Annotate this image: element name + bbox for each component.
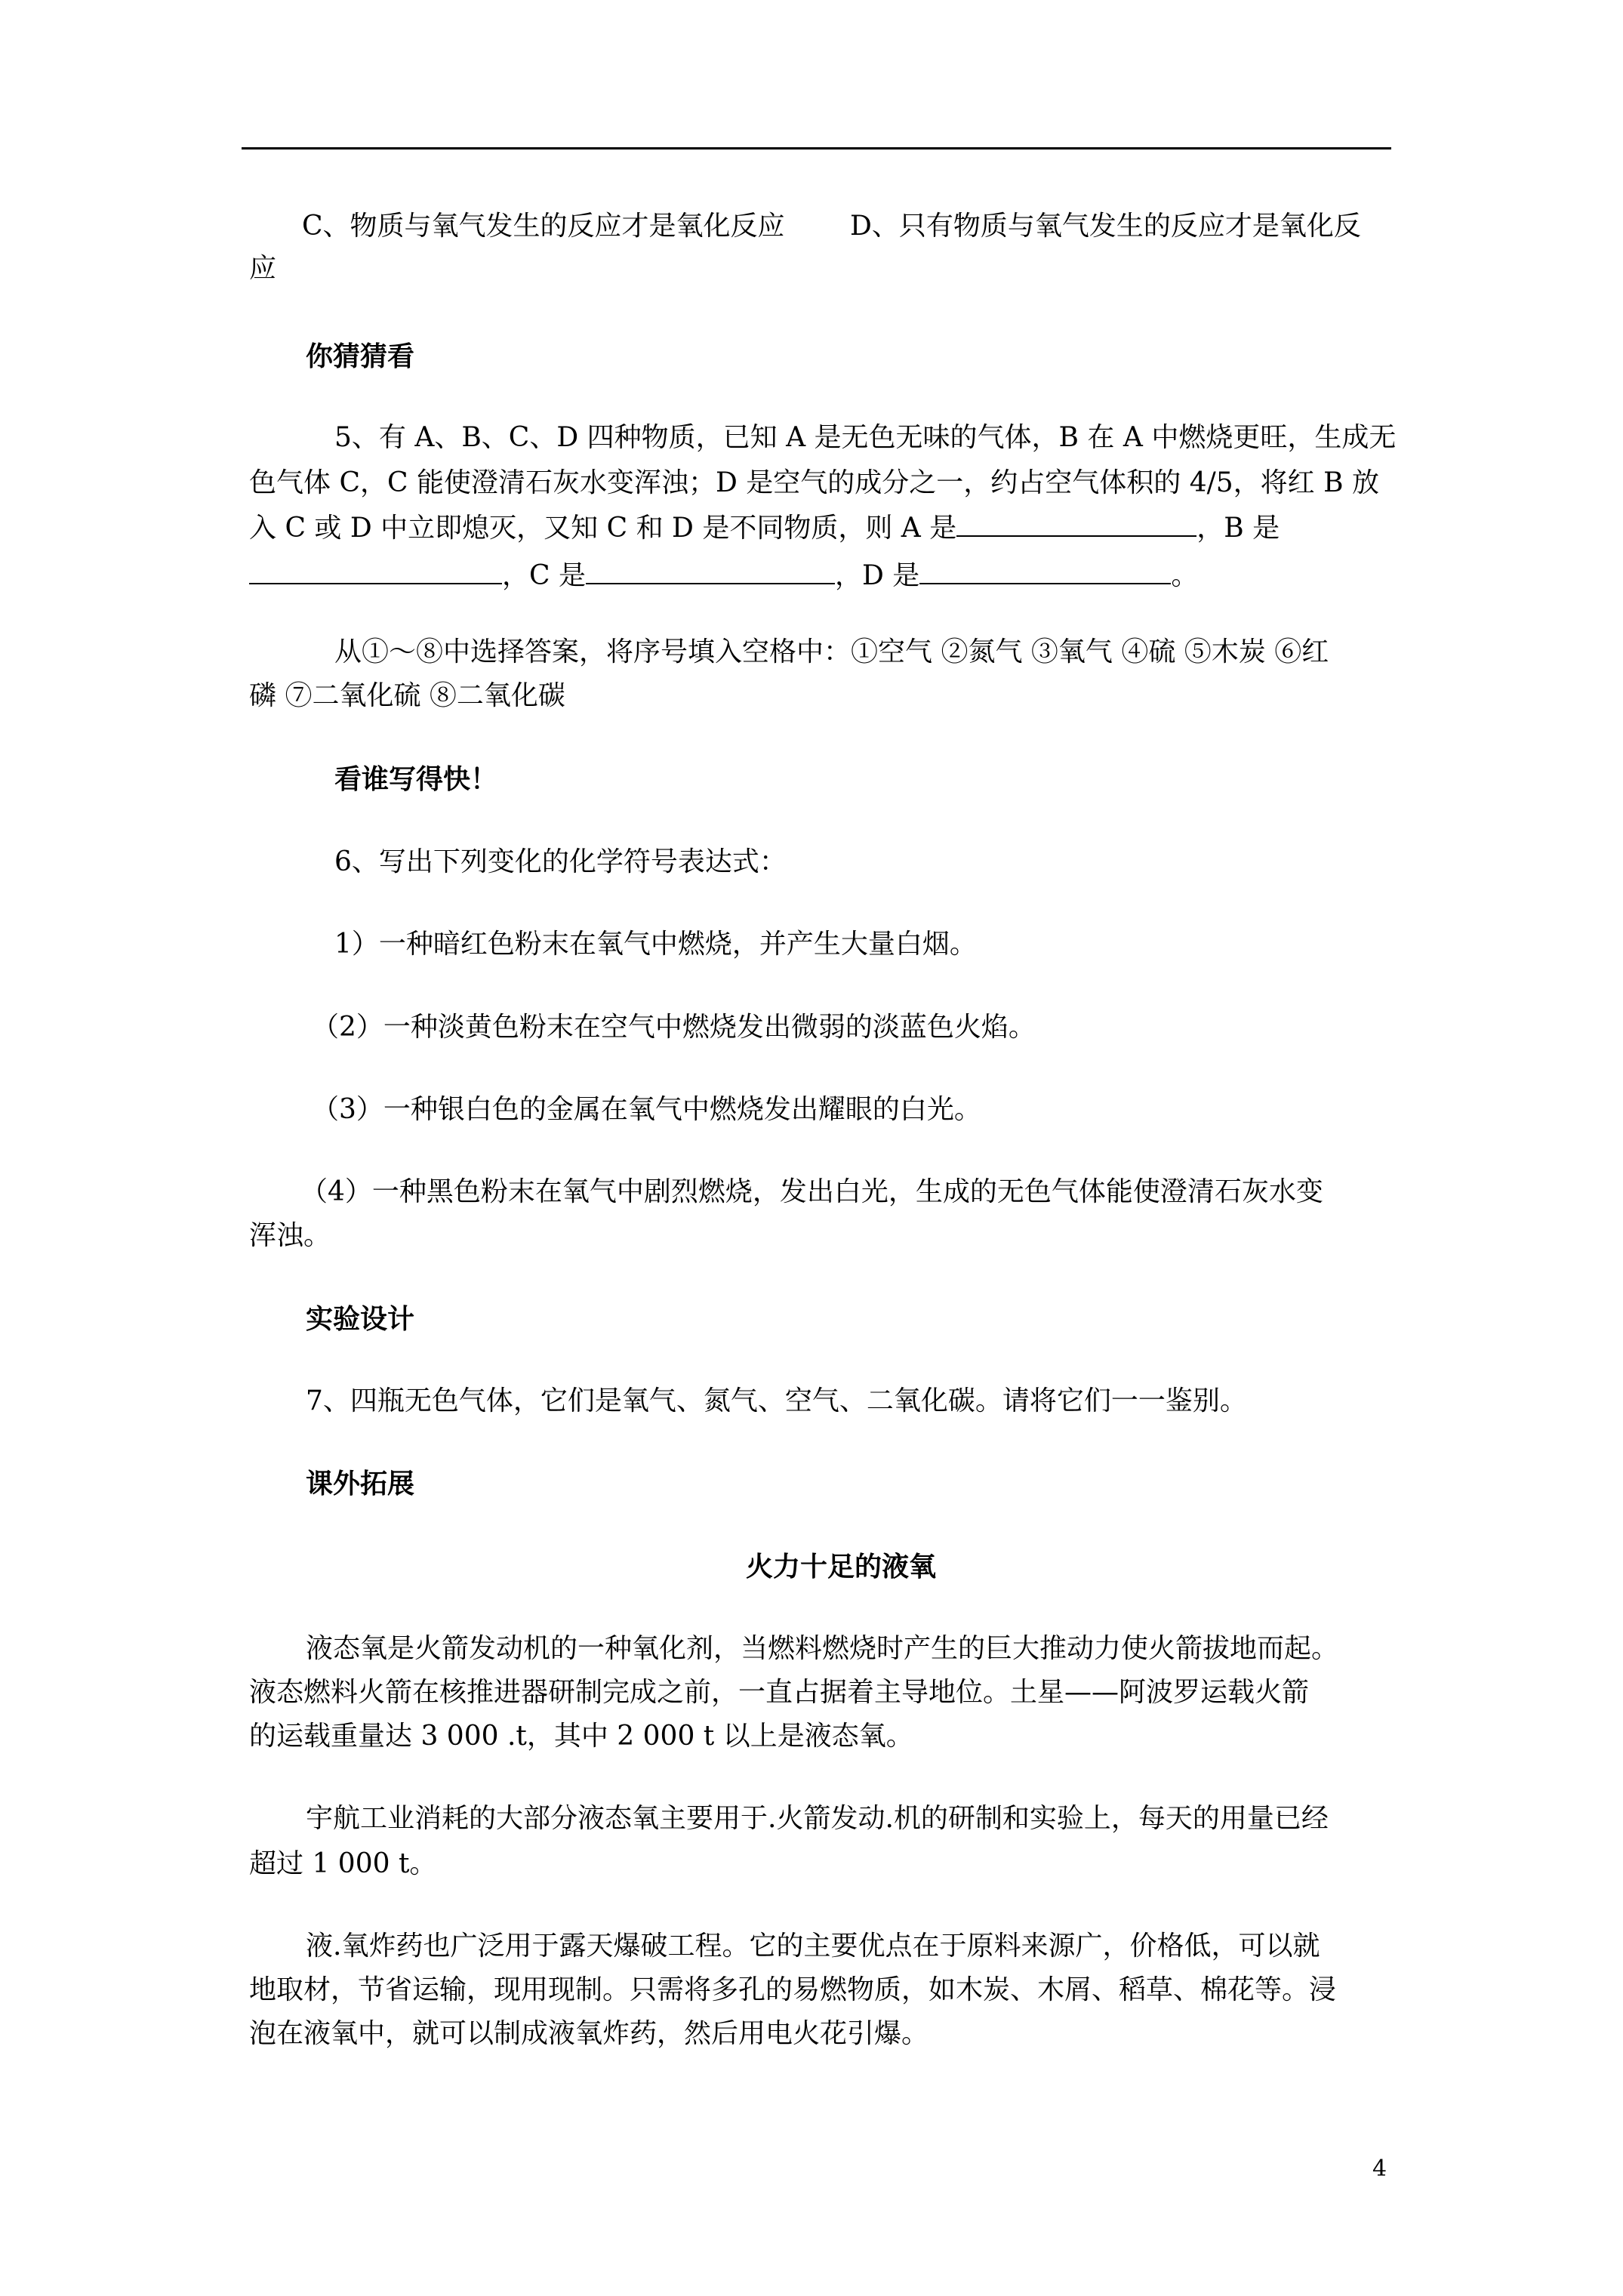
- q5-line-4: [249, 550, 1198, 600]
- article-p1-line-2: 液态燃料火箭在核推进器研制完成之前，一直占据着主导地位。土星——阿波罗运载火箭: [249, 1677, 1310, 1708]
- option-c: C、物质与氧气发生的反应才是氧化反应: [302, 211, 785, 242]
- choices-line-2: 磷 ⑦二氧化硫 ⑧二氧化碳: [249, 680, 565, 711]
- article-p2-line-2: 超过 1 000 t。: [249, 1848, 437, 1879]
- q6-stem: 6、写出下列变化的化学符号表达式：: [334, 846, 787, 877]
- section-heading-extension: 课外拓展: [306, 1468, 415, 1499]
- article-p3-line-1: 液.氧炸药也广泛用于露天爆破工程。它的主要优点在于原料来源广，价格低，可以就: [306, 1931, 1320, 1962]
- q5-period: 。: [1171, 560, 1199, 591]
- q6-item-4-line-2: 浑浊。: [249, 1220, 331, 1251]
- q5-label-c: ，C 是: [502, 560, 586, 591]
- section-heading-experiment: 实验设计: [306, 1303, 415, 1335]
- q6-item-3: （3）一种银白色的金属在氧气中燃烧发出耀眼的白光。: [312, 1094, 981, 1125]
- answer-blank-c[interactable]: [586, 550, 835, 584]
- q6-item-2: （2）一种淡黄色粉末在空气中燃烧发出微弱的淡蓝色火焰。: [312, 1012, 1036, 1043]
- article-p2-line-1: 宇航工业消耗的大部分液态氧主要用于.火箭发动.机的研制和实验上，每天的用量已经: [306, 1803, 1329, 1834]
- q6-item-4-line-1: （4）一种黑色粉末在氧气中剧烈燃烧，发出白光，生成的无色气体能使澄清石灰水变: [300, 1176, 1323, 1207]
- answer-blank-a[interactable]: [956, 502, 1196, 537]
- header-rule: [242, 147, 1391, 149]
- page-number: 4: [1372, 2156, 1387, 2182]
- article-p1-line-3: 的运载重量达 3 000 .t，其中 2 000 t 以上是液态氧。: [249, 1721, 913, 1752]
- article-p1-line-1: 液态氧是火箭发动机的一种氧化剂，当燃料燃烧时产生的巨大推动力使火箭拔地而起。: [306, 1633, 1339, 1664]
- q7: 7、四瓶无色气体，它们是氧气、氮气、空气、二氧化碳。请将它们一一鉴别。: [306, 1385, 1247, 1416]
- q5-line-3: [249, 502, 1280, 553]
- answer-blank-d[interactable]: [919, 550, 1171, 584]
- option-d: D、只有物质与氧气发生的反应才是氧化反: [850, 211, 1361, 242]
- answer-blank-b[interactable]: [249, 550, 502, 584]
- section-heading-write: 看谁写得快！: [334, 763, 498, 795]
- article-p3-line-3: 泡在液氧中，就可以制成液氧炸药，然后用电火花引爆。: [249, 2018, 929, 2049]
- article-title: 火力十足的液氧: [746, 1551, 937, 1583]
- q5-line-2: 色气体 C，C 能使澄清石灰水变浑浊；D 是空气的成分之一，约占空气体积的 4/5，将红 B 放: [249, 467, 1380, 498]
- q5-line-1: 5、有 A、B、C、D 四种物质，已知 A 是无色无味的气体，B 在 A 中燃烧更旺，生成无: [334, 422, 1397, 453]
- q5-label-d: ，D 是: [835, 560, 920, 591]
- option-d-continued: 应: [249, 253, 277, 284]
- q5-label-b: ，B 是: [1196, 513, 1280, 544]
- q5-line-3-text: 入 C 或 D 中立即熄灭，又知 C 和 D 是不同物质，则 A 是: [249, 513, 957, 544]
- choices-line-1: 从①～⑧中选择答案，将序号填入空格中：①空气 ②氮气 ③氧气 ④硫 ⑤木炭 ⑥红: [334, 636, 1329, 667]
- q6-item-1: 1）一种暗红色粉末在氧气中燃烧，并产生大量白烟。: [334, 929, 977, 960]
- article-p3-line-2: 地取材，节省运输，现用现制。只需将多孔的易燃物质，如木炭、木屑、稻草、棉花等。浸: [249, 1974, 1337, 2005]
- section-heading-guess: 你猜猜看: [306, 341, 415, 372]
